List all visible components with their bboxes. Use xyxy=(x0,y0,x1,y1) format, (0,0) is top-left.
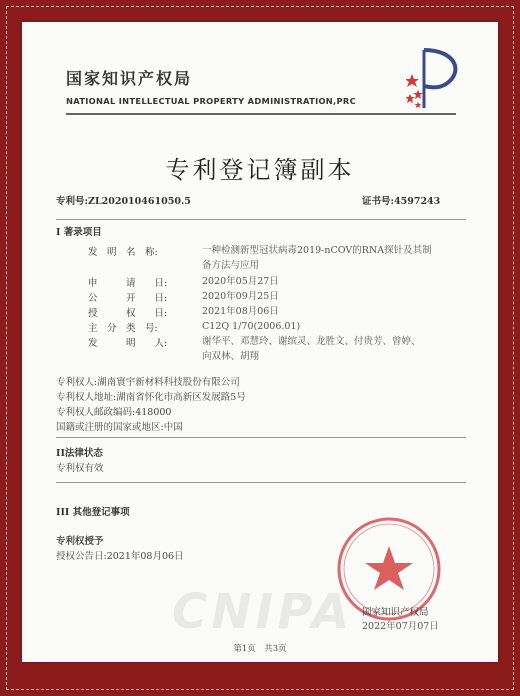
patentee-address: 专利权人地址:湖南省怀化市高新区发展路5号 xyxy=(56,392,246,403)
field-label-inventors: 发 明 人: xyxy=(88,338,168,349)
grant-item-title: 专利权授予 xyxy=(56,536,104,547)
field-value-inventors: 谢华平、邓慧玲、谢缤灵、龙胜文、付贵芳、曾婷、 向双林、胡翔 xyxy=(202,336,421,362)
field-label-invention-name: 发 明 名 称: xyxy=(88,247,158,258)
field-label-classification: 主 分 类 号: xyxy=(88,323,158,334)
section-divider xyxy=(56,437,466,438)
field-value-grant-date: 2021年08月06日 xyxy=(202,306,279,317)
section-heading-legal-status: II法律状态 xyxy=(56,448,103,459)
org-name-en: NATIONAL INTELLECTUAL PROPERTY ADMINISTRATION,PRC xyxy=(66,96,356,106)
field-label-grant-date: 授 权 日: xyxy=(88,308,168,319)
patentee: 专利权人:湖南寰宇新材料科技股份有限公司 xyxy=(56,377,240,388)
watermark: CNIPA xyxy=(172,584,354,640)
issue-date: 2022年07月07日 xyxy=(362,621,439,632)
section-divider xyxy=(56,219,466,220)
field-label-publication-date: 公 开 日: xyxy=(88,293,168,304)
patentee-country: 国籍或注册的国家或地区:中国 xyxy=(56,422,183,433)
section-divider xyxy=(56,482,466,483)
section-heading-other-items: III 其他登记事项 xyxy=(56,507,130,518)
cnipa-emblem-icon xyxy=(406,44,468,114)
field-value-invention-name: 一种检测新型冠状病毒2019-nCOV的RNA探针及其制 备方法与应用 xyxy=(202,245,432,271)
certificate-page xyxy=(22,22,498,662)
patent-number: 专利号:ZL202010461050.5 xyxy=(56,196,191,207)
field-label-filing-date: 申 请 日: xyxy=(88,278,168,289)
header-divider xyxy=(66,113,456,115)
certificate-number: 证书号:4597243 xyxy=(362,196,441,207)
grant-announcement-date: 授权公告日:2021年08月06日 xyxy=(56,551,184,562)
field-value-classification: C12Q 1/70(2006.01) xyxy=(202,321,301,332)
field-value-filing-date: 2020年05月27日 xyxy=(202,276,279,287)
field-value-publication-date: 2020年09月25日 xyxy=(202,291,279,302)
page-indicator: 第1页 共3页 xyxy=(233,644,287,654)
section-heading-bibliographic: I 著录项目 xyxy=(56,227,102,238)
patentee-postcode: 专利权人邮政编码:418000 xyxy=(56,407,172,418)
document-title: 专利登记簿副本 xyxy=(165,156,355,184)
legal-status-value: 专利权有效 xyxy=(56,463,104,474)
issuing-authority: 国家知识产权局 xyxy=(362,607,429,618)
org-name-cn: 国家知识产权局 xyxy=(66,69,193,88)
